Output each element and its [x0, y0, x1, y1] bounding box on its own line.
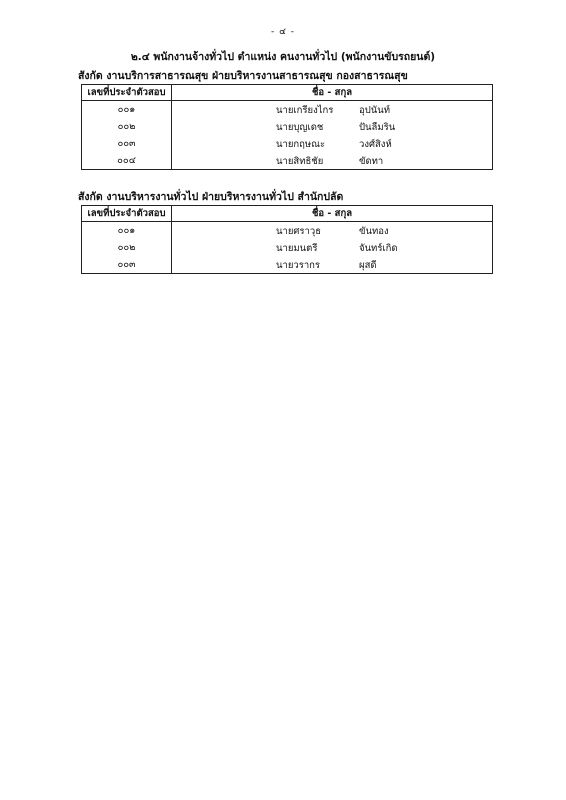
header-full-name: ชื่อ - สกุล	[172, 206, 493, 222]
table-header-row	[82, 206, 493, 222]
first-name: นายสิทธิชัย	[276, 156, 324, 167]
exam-id: ๐๐๒	[82, 118, 172, 135]
header-exam-id: เลขที่ประจำตัวสอบ	[82, 85, 172, 101]
exam-id: ๐๐๒	[82, 239, 172, 256]
first-name: นายวรากร	[276, 260, 321, 271]
table-row	[82, 256, 493, 274]
table-row	[82, 222, 493, 240]
table-row	[82, 118, 493, 135]
table-row	[82, 101, 493, 119]
header-exam-id: เลขที่ประจำตัวสอบ	[82, 206, 172, 222]
first-name: นายบุญเดช	[276, 122, 324, 133]
full-name-cell	[172, 101, 493, 119]
exam-id: ๐๐๓	[82, 135, 172, 152]
last-name: วงศ์สิงห์	[359, 139, 392, 150]
first-name: นายศราวุธ	[276, 226, 321, 237]
last-name: ขัดทา	[359, 156, 384, 167]
exam-id: ๐๐๑	[82, 222, 172, 240]
section-title: ๒.๔ พนักงานจ้างทั่วไป ตำแหน่ง คนงานทั่วไป (พนักงานขับรถยนต์)	[130, 51, 436, 63]
first-name: นายเกรียงไกร	[276, 105, 334, 116]
table-header-row	[82, 85, 493, 101]
page-number: - ๔ -	[270, 27, 296, 37]
last-name: ปันลืมริน	[359, 122, 396, 133]
last-name: ผุสดี	[359, 260, 377, 271]
exam-id: ๐๐๑	[82, 101, 172, 119]
candidate-table-1	[81, 84, 493, 170]
table-row	[82, 239, 493, 256]
candidate-table-2	[81, 205, 493, 274]
first-name: นายกฤษณะ	[276, 139, 326, 150]
full-name-cell	[172, 152, 493, 170]
full-name-cell	[172, 222, 493, 240]
full-name-cell	[172, 118, 493, 135]
last-name: จันทร์เกิด	[359, 243, 398, 254]
last-name: ขันทอง	[359, 226, 389, 237]
last-name: อุปนันท์	[359, 105, 390, 116]
exam-id: ๐๐๔	[82, 152, 172, 170]
header-full-name: ชื่อ - สกุล	[172, 85, 493, 101]
table-row	[82, 135, 493, 152]
first-name: นายมนตรี	[276, 243, 318, 254]
affiliation-heading-2: สังกัด งานบริหารงานทั่วไป ฝ่ายบริหารงานทั่วไป สำนักปลัด	[78, 191, 344, 203]
exam-id: ๐๐๓	[82, 256, 172, 274]
full-name-cell	[172, 239, 493, 256]
affiliation-heading-1: สังกัด งานบริการสาธารณสุข ฝ่ายบริหารงานสาธารณสุข กองสาธารณสุข	[78, 70, 408, 82]
full-name-cell	[172, 256, 493, 274]
full-name-cell	[172, 135, 493, 152]
table-row	[82, 152, 493, 170]
